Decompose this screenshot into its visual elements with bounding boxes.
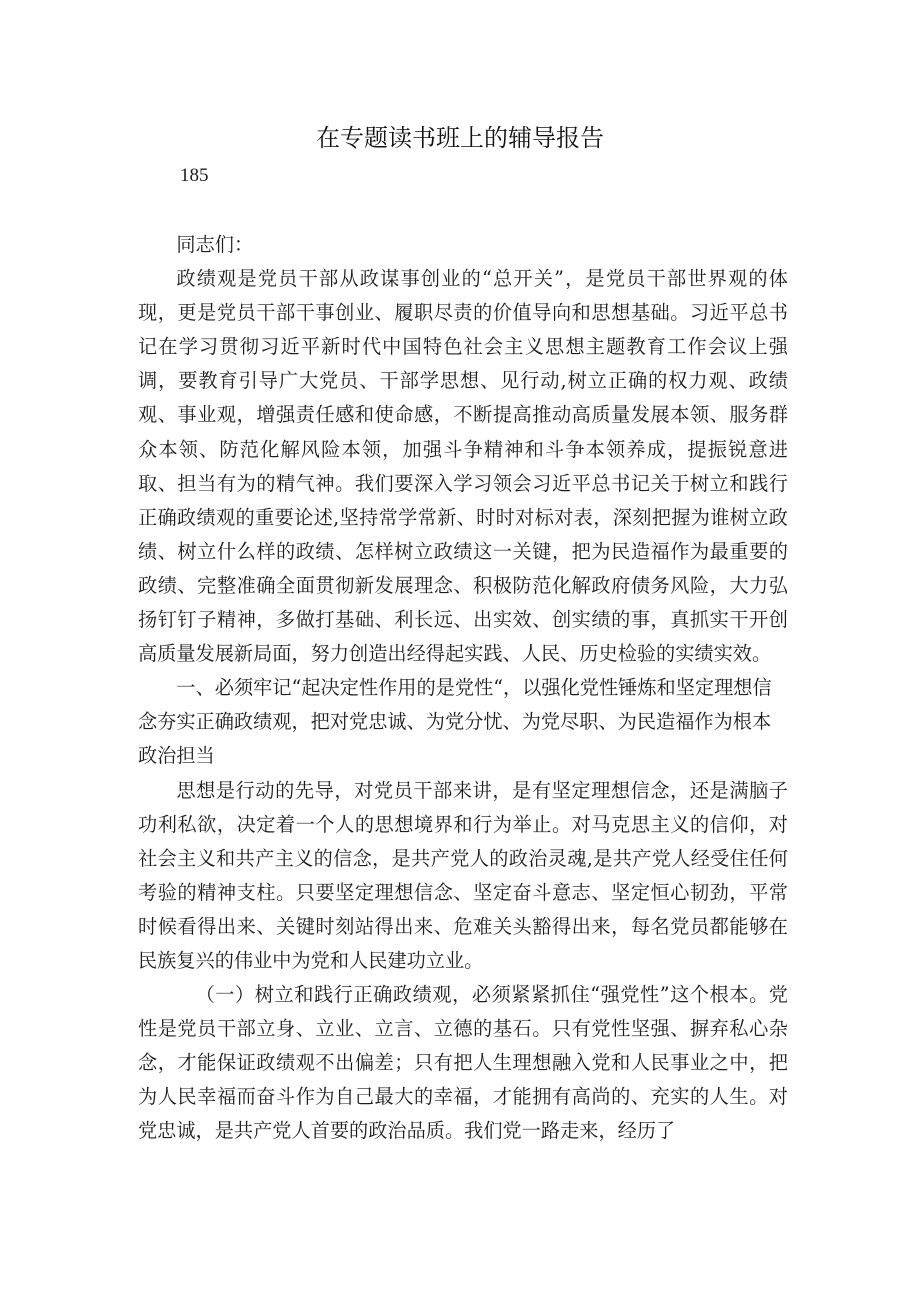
document-number: 185 (180, 165, 209, 186)
page-title: 在专题读书班上的辅导报告 (316, 124, 604, 152)
thought-paragraph: 思想是行动的先导，对党员干部来讲，是有坚定理想信念，还是满脑子功利私欲，决定着一个人的思想境界和行为举止。对马克思主义的信仰，对社会主义和共产主义的信念，是共产党人的政治灵魂,是共产党人经受住任何考验的精神支柱。只要坚定理想信念、坚定奋斗意志、坚定恒心韧劲，平常时候看得出来、关键时刻站得出来、危难关头豁得出来，每名党员都能够在民族复兴的伟业中为党和人民建功立业。 (138, 778, 788, 972)
greeting: 同志们： (176, 233, 254, 256)
section-heading-one: 一、必须牢记“起决定性作用的是党性“，以强化党性锤炼和坚定理想信念夯实正确政绩观，把对党忠诚、为党分忧、为党尽职、为民造福作为根本政治担当 (138, 676, 772, 768)
subsection-one-paragraph: （一）树立和践行正确政绩观，必须紧紧抓住“强党性”这个根本。党性是党员干部立身、立业、立言、立德的基石。只有党性坚强、摒弃私心杂念，才能保证政绩观不出偏差；只有把人生理想融入党和人民事业之中，把为人民幸福而奋斗作为自己最大的幸福，才能拥有高尚的、充实的人生。对党忠诚，是共产党人首要的政治品质。我们党一路走来，经历了 (138, 983, 788, 1143)
intro-paragraph: 政绩观是党员干部从政谋事创业的“总开关”，是党员干部世界观的体现，更是党员干部干事创业、履职尽责的价值导向和思想基础。习近平总书记在学习贯彻习近平新时代中国特色社会主义思想主题教育工作会议上强调，要教育引导广大党员、干部学思想、见行动,树立正确的权力观、政绩观、事业观，增强责任感和使命感，不断提高推动高质量发展本领、服务群众本领、防范化解风险本领，加强斗争精神和斗争本领养成，提振锐意进取、担当有为的精气神。我们要深入学习领会习近平总书记关于树立和践行正确政绩观的重要论述,坚持常学常新、时时对标对表，深刻把握为谁树立政绩、树立什么样的政绩、怎样树立政绩这一关键，把为民造福作为最重要的政绩、完整准确全面贯彻新发展理念、积极防范化解政府债务风险，大力弘扬钉钉子精神，多做打基础、利长远、出实效、创实绩的事，真抓实干开创高质量发展新局面，努力创造出经得起实践、人民、历史检验的实绩实效。 (138, 267, 788, 666)
document-body (138, 228, 788, 1149)
